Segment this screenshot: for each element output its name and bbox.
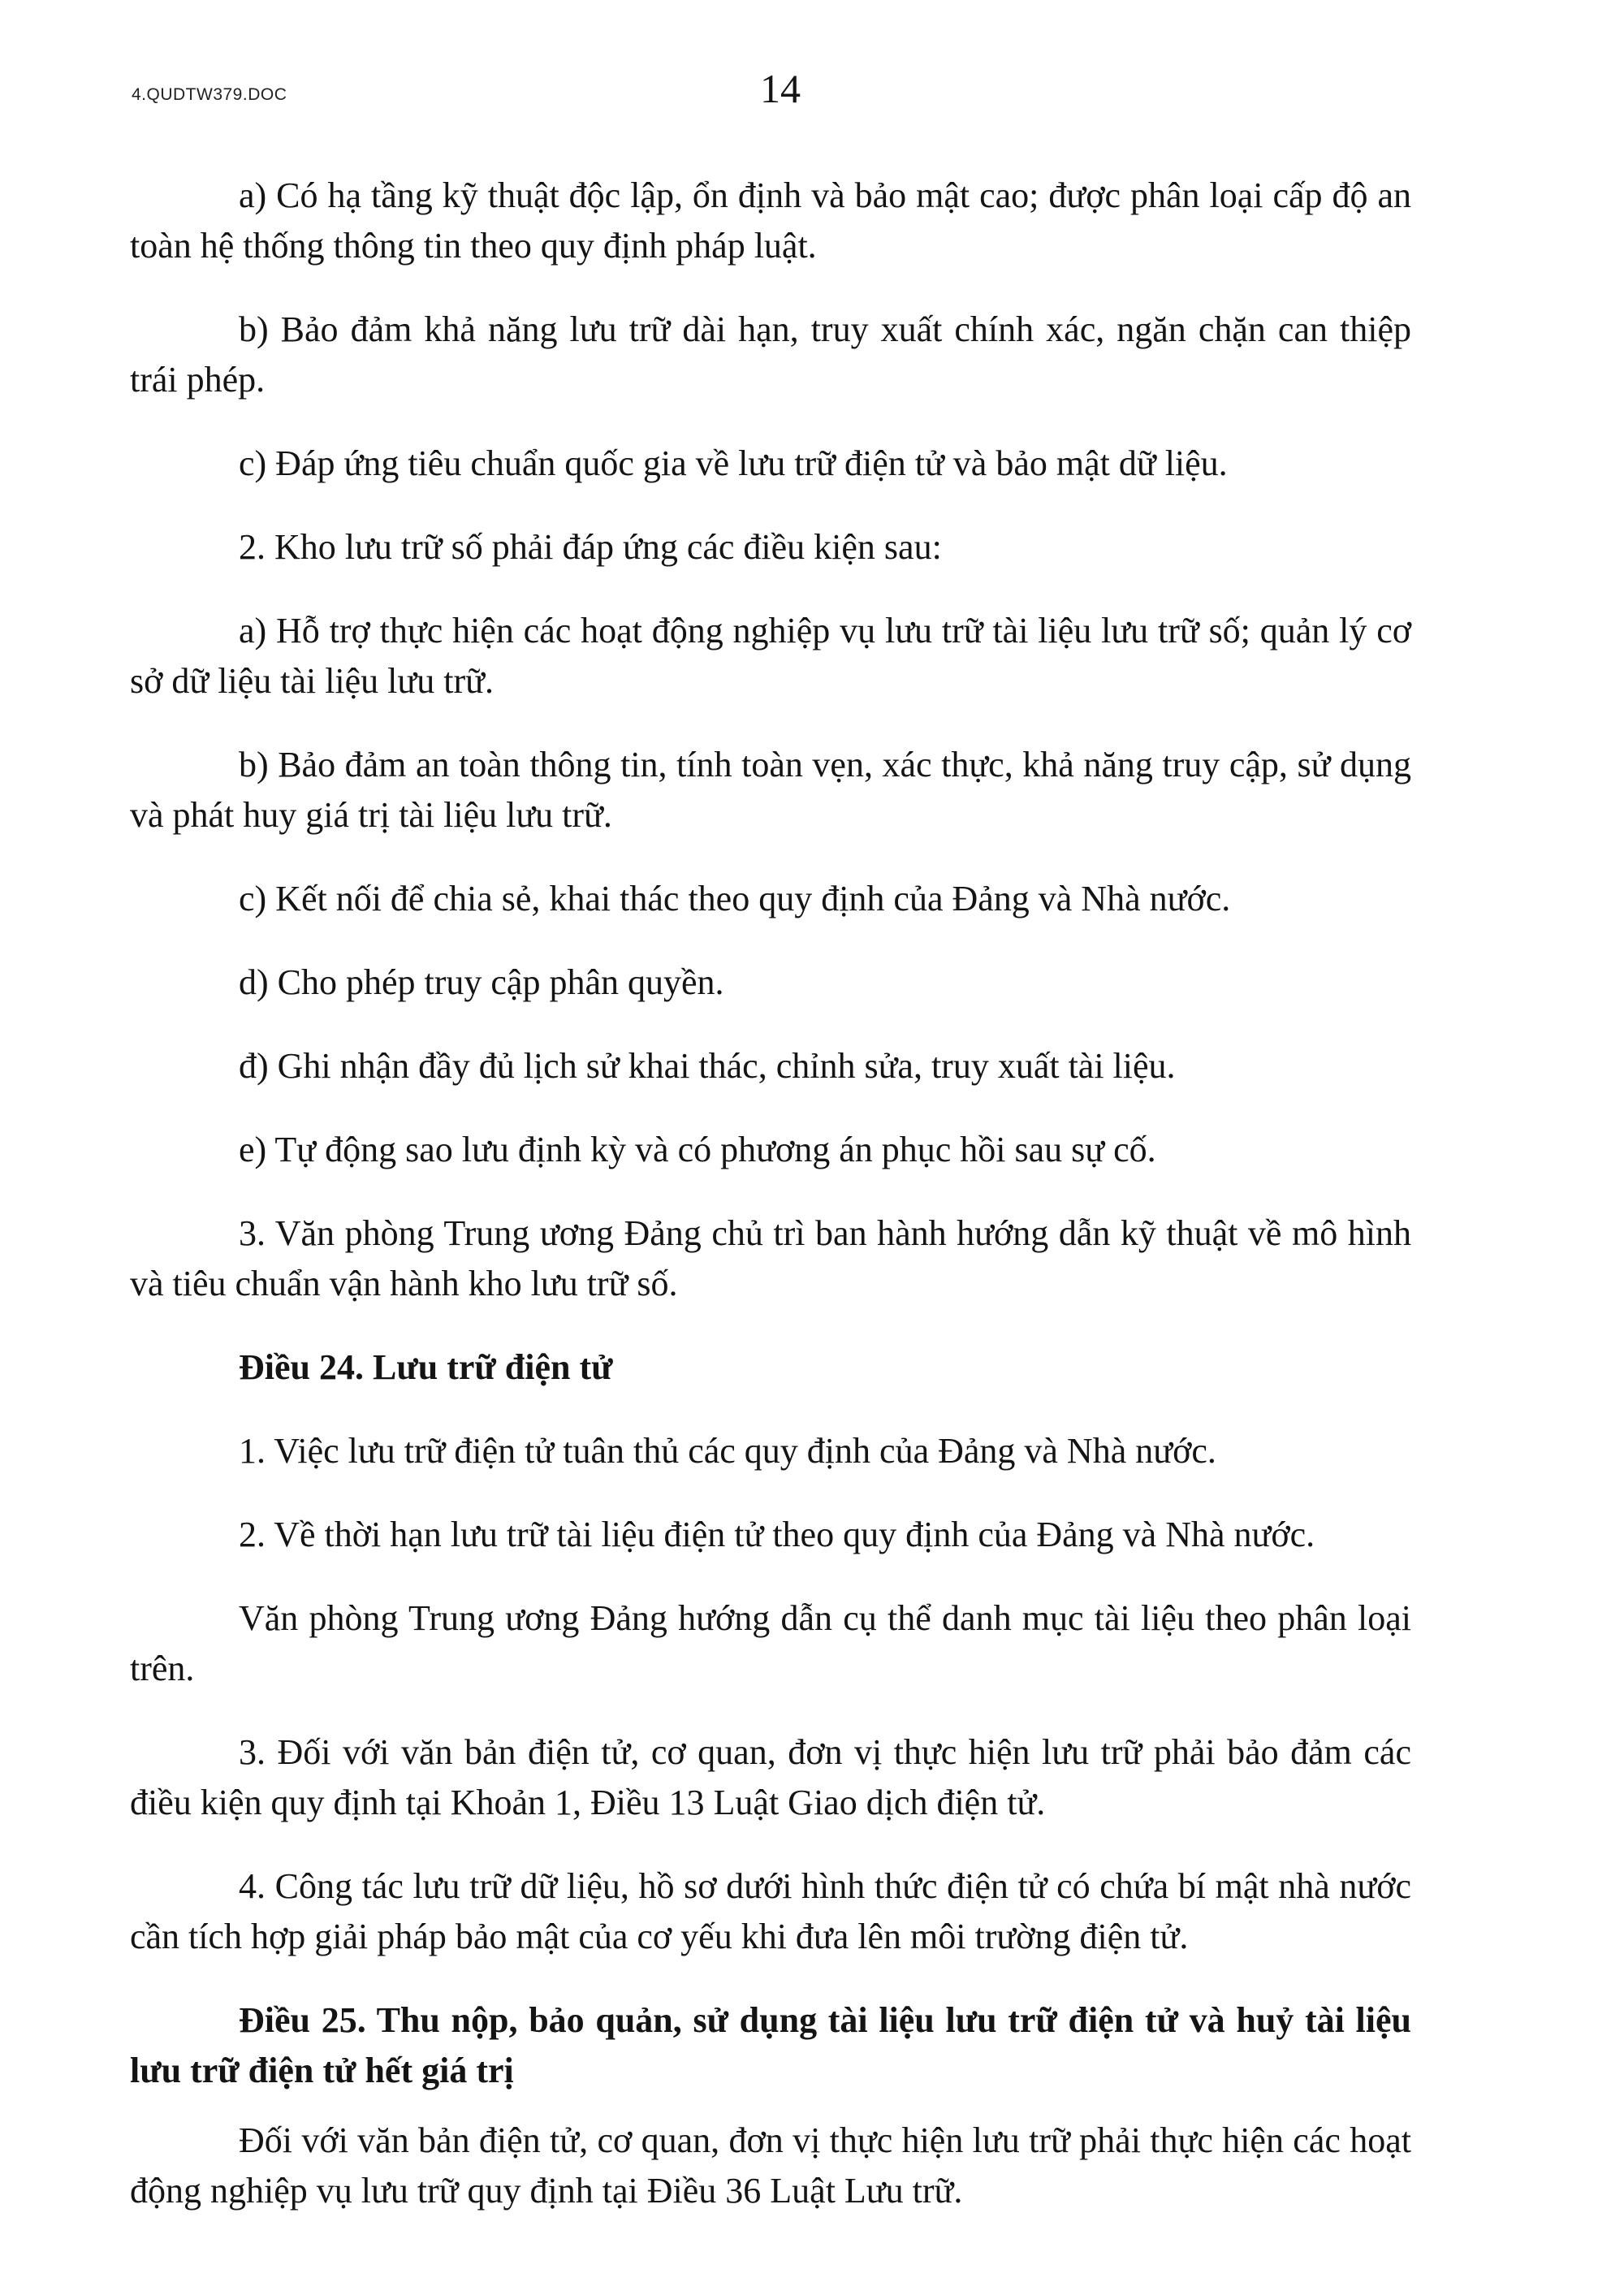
paragraph: Đối với văn bản điện tử, cơ quan, đơn vị thực hiện lưu trữ phải thực hiện các hoạt động nghiệp vụ lưu trữ quy định tại Điều 36 Luật Lưu trữ. bbox=[130, 2120, 1411, 2211]
paragraph: 4. Công tác lưu trữ dữ liệu, hồ sơ dưới hình thức điện tử có chứa bí mật nhà nước cần tích hợp giải pháp bảo mật của cơ yếu khi đưa lên môi trường điện tử. bbox=[130, 1866, 1411, 1956]
paragraph: 2. Về thời hạn lưu trữ tài liệu điện tử theo quy định của Đảng và Nhà nước. bbox=[239, 1515, 1315, 1554]
article-24-heading: Điều 24. Lưu trữ điện tử bbox=[239, 1347, 613, 1387]
paragraph: c) Đáp ứng tiêu chuẩn quốc gia về lưu trữ điện tử và bảo mật dữ liệu. bbox=[239, 443, 1228, 483]
paragraph: 2. Kho lưu trữ số phải đáp ứng các điều kiện sau: bbox=[239, 527, 942, 567]
page-number: 14 bbox=[760, 66, 801, 111]
paragraph: 3. Đối với văn bản điện tử, cơ quan, đơn vị thực hiện lưu trữ phải bảo đảm các điều kiện quy định tại Khoản 1, Điều 13 Luật Giao dịch điện tử. bbox=[130, 1732, 1411, 1822]
paragraph: a) Hỗ trợ thực hiện các hoạt động nghiệp vụ lưu trữ tài liệu lưu trữ số; quản lý cơ sở dữ liệu tài liệu lưu trữ. bbox=[130, 611, 1411, 701]
paragraph: 3. Văn phòng Trung ương Đảng chủ trì ban hành hướng dẫn kỹ thuật về mô hình và tiêu chuẩn vận hành kho lưu trữ số. bbox=[130, 1213, 1411, 1303]
paragraph: Văn phòng Trung ương Đảng hướng dẫn cụ thể danh mục tài liệu theo phân loại trên. bbox=[130, 1598, 1411, 1688]
document-body bbox=[130, 171, 1411, 2250]
paragraph: 1. Việc lưu trữ điện tử tuân thủ các quy định của Đảng và Nhà nước. bbox=[239, 1431, 1216, 1471]
paragraph: e) Tự động sao lưu định kỳ và có phương án phục hồi sau sự cố. bbox=[239, 1130, 1156, 1169]
paragraph: d) Cho phép truy cập phân quyền. bbox=[239, 962, 724, 1002]
paragraph: c) Kết nối để chia sẻ, khai thác theo quy định của Đảng và Nhà nước. bbox=[239, 879, 1231, 918]
file-name: 4.QUDTW379.DOC bbox=[132, 85, 287, 104]
paragraph: a) Có hạ tầng kỹ thuật độc lập, ổn định và bảo mật cao; được phân loại cấp độ an toàn hệ thống thông tin theo quy định pháp luật. bbox=[130, 175, 1411, 266]
paragraph: b) Bảo đảm an toàn thông tin, tính toàn vẹn, xác thực, khả năng truy cập, sử dụng và phát huy giá trị tài liệu lưu trữ. bbox=[130, 745, 1411, 835]
paragraph: b) Bảo đảm khả năng lưu trữ dài hạn, truy xuất chính xác, ngăn chặn can thiệp trái phép. bbox=[130, 309, 1411, 400]
paragraph: đ) Ghi nhận đầy đủ lịch sử khai thác, chỉnh sửa, truy xuất tài liệu. bbox=[239, 1046, 1176, 1086]
article-25-heading: Điều 25. Thu nộp, bảo quản, sử dụng tài liệu lưu trữ điện tử và huỷ tài liệu lưu trữ điện tử hết giá trị bbox=[130, 2000, 1411, 2090]
